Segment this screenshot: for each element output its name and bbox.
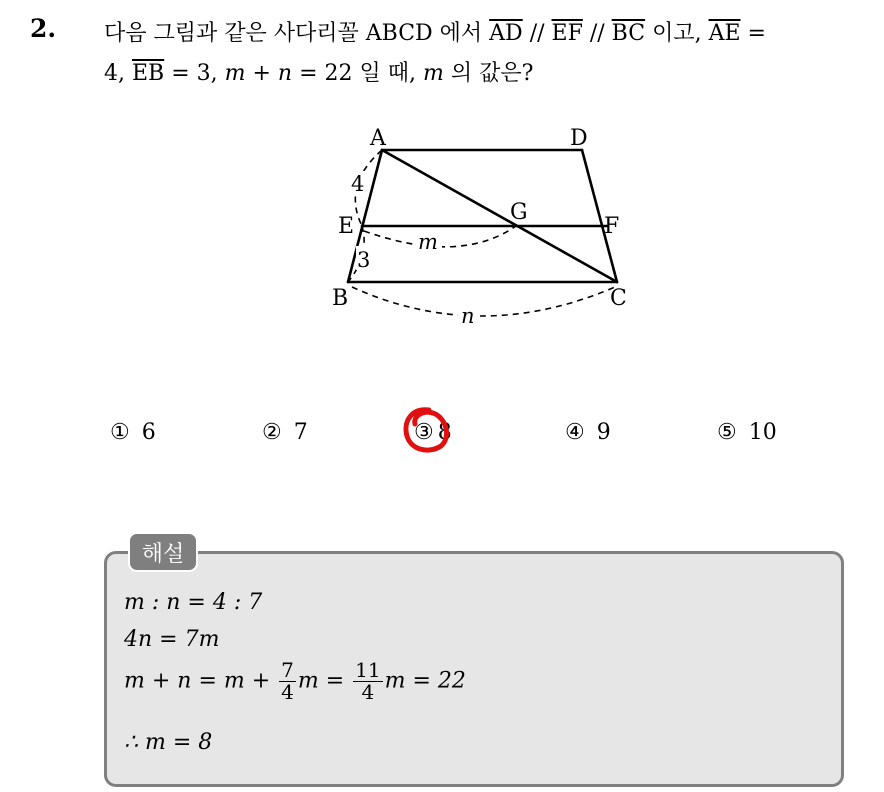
question-end: 의 값은? — [443, 61, 534, 86]
fraction-numerator: 7 — [281, 658, 294, 682]
solution-equation: 4n = 7m — [124, 627, 220, 652]
question-intro: 다음 그림과 같은 사다리꼴 ABCD 에서 — [104, 21, 490, 46]
sum-value: = 22 일 때, — [292, 61, 423, 86]
choice-number: ① — [110, 420, 130, 445]
measure-arcs — [348, 150, 615, 316]
solution-ratio: m : n = 4 : 7 — [124, 590, 263, 615]
choice-value: 10 — [748, 420, 777, 445]
segment-ef: $\overline{EF}$ — [551, 21, 583, 46]
fraction-7-4 — [279, 660, 296, 703]
point-d: D — [570, 126, 588, 151]
var-n: n — [277, 61, 293, 86]
trapezoid-figure — [320, 115, 650, 335]
choice-number: ⑤ — [717, 420, 737, 445]
segment-ad: $\overline{AD}$ — [489, 21, 523, 46]
solution-line-3 — [124, 660, 466, 703]
label-n: n — [461, 304, 475, 328]
var-m: m — [423, 61, 444, 86]
parallel-sign: // — [582, 21, 612, 46]
point-b: B — [332, 286, 349, 311]
solution-line-4 — [124, 730, 212, 755]
choice-number: ④ — [565, 420, 585, 445]
value-ae: 4, — [104, 61, 132, 86]
choice-value: 7 — [293, 420, 308, 445]
segment-eb: $\overline{EB}$ — [131, 61, 165, 86]
choice-value: 8 — [437, 420, 452, 445]
arc-n — [352, 287, 615, 316]
segment-bc: $\overline{BC}$ — [611, 21, 646, 46]
choice-value: 6 — [141, 420, 156, 445]
solution-conclusion: ∴ m = 8 — [124, 730, 213, 755]
choice-1[interactable] — [110, 420, 156, 445]
fraction-denominator: 4 — [281, 680, 294, 704]
solution-sum-start: m + n = m + — [124, 668, 278, 694]
choice-5[interactable] — [717, 420, 777, 445]
choice-4[interactable] — [565, 420, 611, 445]
solution-line-1 — [124, 590, 262, 615]
solution-sum-end: m = 22 — [384, 668, 466, 694]
choice-2[interactable] — [262, 420, 308, 445]
segment-ae: $\overline{AE}$ — [708, 21, 741, 46]
trapezoid-lines — [348, 150, 620, 282]
label-ae: 4 — [351, 172, 365, 196]
equals-sign: = — [740, 21, 766, 46]
point-c: C — [610, 286, 627, 311]
choice-number: ② — [262, 420, 282, 445]
solution-tag: 해설 — [128, 532, 198, 572]
question-line-1 — [104, 16, 766, 47]
label-eb: 3 — [357, 248, 371, 272]
fraction-denominator: 4 — [361, 680, 375, 704]
solution-line-2 — [124, 627, 219, 652]
fraction-numerator: 11 — [355, 658, 381, 682]
point-a: A — [370, 126, 386, 151]
choice-value: 9 — [596, 420, 611, 445]
point-f: F — [604, 214, 620, 239]
question-line-2 — [104, 56, 533, 87]
answer-circle-mark — [399, 404, 455, 460]
question-number: 2. — [30, 14, 57, 43]
plus-sign: + — [245, 61, 278, 86]
diagonal-ac — [382, 150, 620, 282]
solution-sum-mid: m = — [297, 668, 352, 694]
choice-number: ③ — [414, 420, 434, 445]
point-g: G — [510, 200, 528, 225]
fraction-11-4 — [353, 660, 382, 703]
var-m: m — [224, 61, 246, 86]
answer-circle-stroke — [406, 410, 447, 450]
question-mid: 이고, — [645, 21, 709, 46]
parallel-sign: // — [522, 21, 552, 46]
label-m: m — [418, 230, 438, 254]
value-eb: = 3, — [164, 61, 225, 86]
point-e: E — [338, 214, 355, 239]
